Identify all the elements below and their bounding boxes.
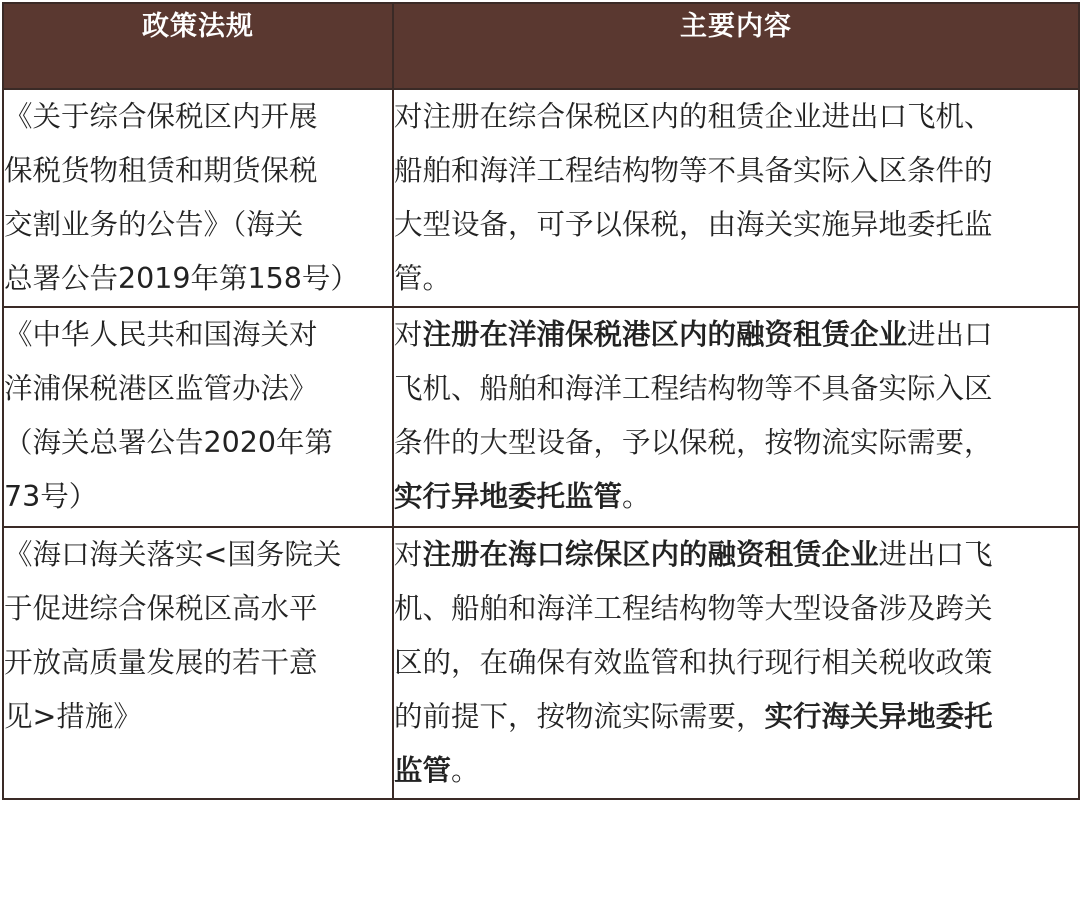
policy-table [2, 2, 1080, 800]
table-row [3, 307, 1079, 527]
content-segment: 进出口 [907, 318, 993, 351]
table-row [3, 89, 1079, 307]
content-line [394, 470, 1078, 524]
content-cell [393, 307, 1079, 527]
law-cell [3, 307, 393, 527]
content-line [394, 636, 1078, 690]
law-line: 《关于综合保税区内开展 [4, 100, 318, 133]
content-line [394, 582, 1078, 636]
content-segment: 对 [394, 318, 423, 351]
content-segment: 。 [451, 754, 480, 787]
content-line [394, 144, 1078, 198]
content-line [394, 252, 1078, 306]
law-line: 保税货物租赁和期货保税 [4, 154, 318, 187]
law-line: 洋浦保税港区监管办法》 [4, 372, 318, 405]
content-segment: 管。 [394, 262, 452, 295]
table-row [3, 527, 1079, 799]
content-line [394, 416, 1078, 470]
content-line [394, 198, 1078, 252]
content-segment: 。 [622, 480, 651, 513]
law-line: 73号） [4, 480, 98, 513]
content-segment: 对 [394, 538, 423, 571]
content-segment-bold: 监管 [394, 754, 452, 787]
content-segment: 对注册在综合保税区内的租赁企业进出口飞机、 [394, 100, 993, 133]
content-segment: 条件的大型设备，予以保税，按物流实际需要， [394, 426, 993, 459]
law-line: 《中华人民共和国海关对 [4, 318, 318, 351]
content-line [394, 362, 1078, 416]
content-line [394, 690, 1078, 744]
content-line [394, 528, 1078, 582]
content-segment: 的前提下，按物流实际需要， [394, 700, 765, 733]
header-policy-regulations: 政策法规 [3, 3, 393, 89]
content-line [394, 308, 1078, 362]
content-segment-bold: 实行异地委托监管 [394, 480, 623, 513]
law-line: 总署公告2019年第158号） [4, 262, 359, 295]
law-line: 《海口海关落实<国务院关 [4, 538, 342, 571]
content-line [394, 90, 1078, 144]
content-segment: 区的，在确保有效监管和执行现行相关税收政策 [394, 646, 993, 679]
content-segment-bold: 实行海关异地委托 [764, 700, 993, 733]
header-main-content: 主要内容 [393, 3, 1079, 89]
law-line: 交割业务的公告》（海关 [4, 208, 304, 241]
content-segment-bold: 注册在海口综保区内的融资租赁企业 [422, 538, 879, 571]
content-cell [393, 89, 1079, 307]
content-segment: 船舶和海洋工程结构物等不具备实际入区条件的 [394, 154, 993, 187]
content-segment: 大型设备，可予以保税，由海关实施异地委托监 [394, 208, 993, 241]
law-line: 见>措施》 [4, 700, 142, 733]
content-cell [393, 527, 1079, 799]
content-segment-bold: 注册在洋浦保税港区内的融资租赁企业 [422, 318, 908, 351]
law-cell [3, 527, 393, 799]
content-segment: 机、船舶和海洋工程结构物等大型设备涉及跨关 [394, 592, 993, 625]
law-line: 开放高质量发展的若干意 [4, 646, 318, 679]
content-segment: 飞机、船舶和海洋工程结构物等不具备实际入区 [394, 372, 993, 405]
header-row [3, 3, 1079, 89]
law-line: （海关总署公告2020年第 [4, 426, 334, 459]
content-segment: 进出口飞 [878, 538, 993, 571]
content-line [394, 744, 1078, 798]
law-line: 于促进综合保税区高水平 [4, 592, 318, 625]
law-cell [3, 89, 393, 307]
